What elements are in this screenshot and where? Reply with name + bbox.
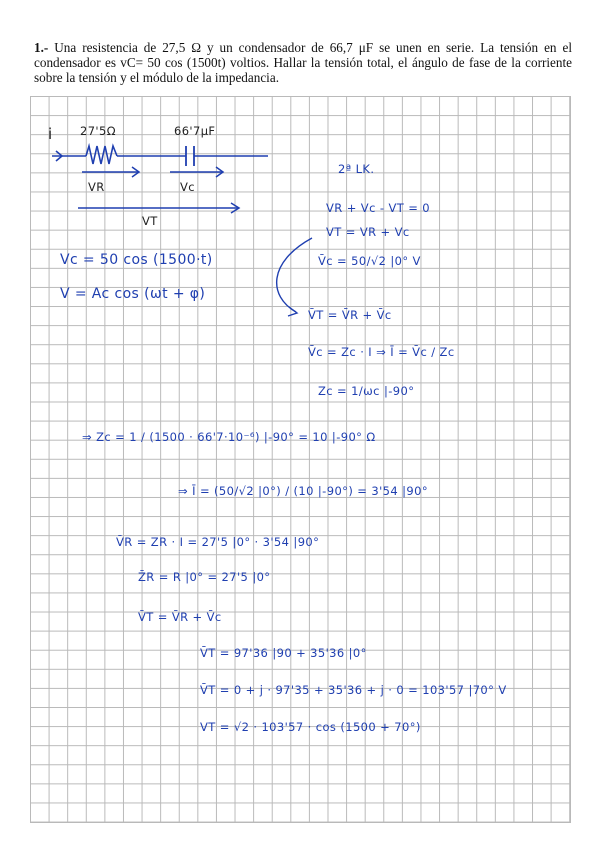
vt-sum-second: V̄T = V̄R + V̄c: [138, 610, 222, 624]
law-title: 2ª LK.: [338, 162, 375, 176]
vc-ohm-law: V̄c = Zc · I ⇒ Ī = V̄c / Zc: [308, 345, 455, 359]
vc-given: Vc = 50 cos (1500·t): [60, 252, 213, 268]
zr-definition: Z̄R = R |0° = 27'5 |0°: [138, 570, 271, 584]
vt-phasor-sum: V̄T = V̄R + V̄c: [308, 308, 392, 322]
problem-text: Una resistencia de 27,5 Ω y un condensador de 66,7 μF se unen en serie. La tensión en el condensador es vC= 50 cos (1500t) voltios. Hallar la tensión total, el ángulo de fase de la corriente sobre la tensión y el módulo de la impedancia.: [34, 40, 572, 85]
zc-calculation: ⇒ Zc = 1 / (1500 · 66'7·10⁻⁶) |-90° = 10 |-90° Ω: [82, 430, 376, 444]
capacitor-label: 66'7μF: [174, 124, 216, 138]
vt-label: VT: [142, 214, 158, 228]
zc-definition: Zc = 1/ωc |-90°: [318, 384, 415, 398]
vc-phasor: V̄c = 50/√2 |0° V: [318, 254, 421, 268]
vr-calculation: V̄R = ZR · I = 27'5 |0° · 3'54 |90°: [116, 535, 320, 549]
problem-number: 1.-: [34, 40, 49, 55]
vt-polar-sum: V̄T = 97'36 |90 + 35'36 |0°: [200, 646, 367, 660]
current-calculation: ⇒ Ī = (50/√2 |0°) / (10 |-90°) = 3'54 |90°: [178, 484, 428, 498]
current-label: i: [48, 125, 53, 143]
resistor-symbol: [86, 146, 117, 164]
vt-time-domain: VT = √2 · 103'57 · cos (1500 + 70°): [200, 720, 421, 734]
v-general-form: V = Ac cos (ωt + φ): [60, 286, 206, 302]
vt-sum-equation: VT = VR + Vc: [326, 225, 410, 239]
curved-arrow: [277, 238, 312, 312]
vr-label: VR: [88, 180, 105, 194]
vc-label: Vc: [180, 180, 195, 194]
resistor-label: 27'5Ω: [80, 124, 116, 138]
kvl-equation: VR + Vc - VT = 0: [326, 201, 431, 215]
vt-rectangular: V̄T = 0 + j · 97'35 + 35'36 + j · 0 = 103'57 |70° V: [200, 683, 507, 697]
